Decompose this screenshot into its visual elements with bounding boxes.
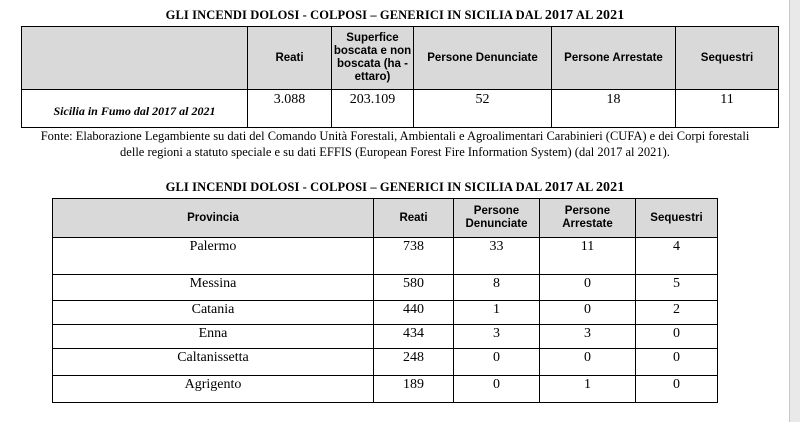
province-arrestate: 0 [540, 275, 636, 301]
province-name: Palermo [53, 238, 374, 275]
table2-year-to: 2021 [595, 180, 625, 195]
province-table [52, 198, 718, 403]
province-sequestri: 2 [636, 301, 718, 325]
province-sequestri: 0 [636, 349, 718, 376]
table-row [53, 275, 718, 301]
source-note-line2: delle regioni a statuto speciale e su dati EFFIS (European Forest Fire Information System) (dal 2017 al 2021). [120, 145, 670, 159]
province-denunciate: 1 [454, 301, 540, 325]
table-row [53, 376, 718, 403]
province-reati: 580 [374, 275, 454, 301]
table-row [22, 90, 779, 128]
province-reati: 440 [374, 301, 454, 325]
table1-cell-reati: 3.088 [248, 90, 332, 128]
table1-title-middle: AL [575, 8, 593, 22]
table-row [53, 301, 718, 325]
province-name: Catania [53, 301, 374, 325]
province-sequestri: 4 [636, 238, 718, 275]
province-sequestri: 0 [636, 376, 718, 403]
table2-year-from: 2017 [544, 180, 574, 195]
table1-year-from: 2017 [544, 8, 574, 23]
table1-header-arrestate: Persone Arrestate [552, 27, 676, 90]
table-row [53, 349, 718, 376]
table-row [53, 325, 718, 349]
table1-title-prefix: GLI INCENDI DOLOSI - COLPOSI – GENERICI IN SICILIA DAL [165, 8, 542, 22]
table2-title-prefix: GLI INCENDI DOLOSI - COLPOSI – GENERICI IN SICILIA DAL [165, 180, 542, 194]
table1-cell-denunciate: 52 [414, 90, 552, 128]
province-reati: 189 [374, 376, 454, 403]
scrollbar[interactable] [789, 0, 800, 422]
table1-cell-superfice: 203.109 [332, 90, 414, 128]
province-reati: 434 [374, 325, 454, 349]
table1-year-to: 2021 [595, 8, 625, 23]
province-denunciate: 0 [454, 349, 540, 376]
table2-header-denunciate: Persone Denunciate [454, 199, 540, 238]
province-reati: 738 [374, 238, 454, 275]
table1-header-reati: Reati [248, 27, 332, 90]
province-name: Enna [53, 325, 374, 349]
table2-header-reati: Reati [374, 199, 454, 238]
province-denunciate: 0 [454, 376, 540, 403]
table1-row-label: Sicilia in Fumo dal 2017 al 2021 [22, 90, 248, 128]
table1-header-row [22, 27, 779, 90]
province-arrestate: 11 [540, 238, 636, 275]
table1-title [0, 8, 790, 24]
source-note [0, 128, 790, 160]
table1-header-denunciate: Persone Denunciate [414, 27, 552, 90]
province-denunciate: 33 [454, 238, 540, 275]
province-arrestate: 3 [540, 325, 636, 349]
province-denunciate: 3 [454, 325, 540, 349]
source-note-line1: Fonte: Elaborazione Legambiente su dati del Comando Unità Forestali, Ambientali e Agroalimentari Carabinieri (CUFA) e dei Corpi forestali [40, 129, 750, 143]
province-sequestri: 0 [636, 325, 718, 349]
table1-header-sequestri: Sequestri [676, 27, 779, 90]
province-denunciate: 8 [454, 275, 540, 301]
table2-title-middle: AL [575, 180, 593, 194]
table1-cell-arrestate: 18 [552, 90, 676, 128]
province-name: Agrigento [53, 376, 374, 403]
sicilia-summary-table [21, 26, 779, 128]
table1-cell-sequestri: 11 [676, 90, 779, 128]
table2-header-sequestri: Sequestri [636, 199, 718, 238]
province-sequestri: 5 [636, 275, 718, 301]
table2-header-provincia: Provincia [53, 199, 374, 238]
province-arrestate: 1 [540, 376, 636, 403]
table2-header-arrestate: Persone Arrestate [540, 199, 636, 238]
table1-header-empty [22, 27, 248, 90]
table-row [53, 238, 718, 275]
table2-header-row [53, 199, 718, 238]
province-arrestate: 0 [540, 301, 636, 325]
province-name: Caltanissetta [53, 349, 374, 376]
table1-header-superfice: Superfice boscata e non boscata (ha - ettaro) [332, 27, 414, 90]
province-reati: 248 [374, 349, 454, 376]
province-arrestate: 0 [540, 349, 636, 376]
province-name: Messina [53, 275, 374, 301]
table2-title [0, 180, 790, 196]
